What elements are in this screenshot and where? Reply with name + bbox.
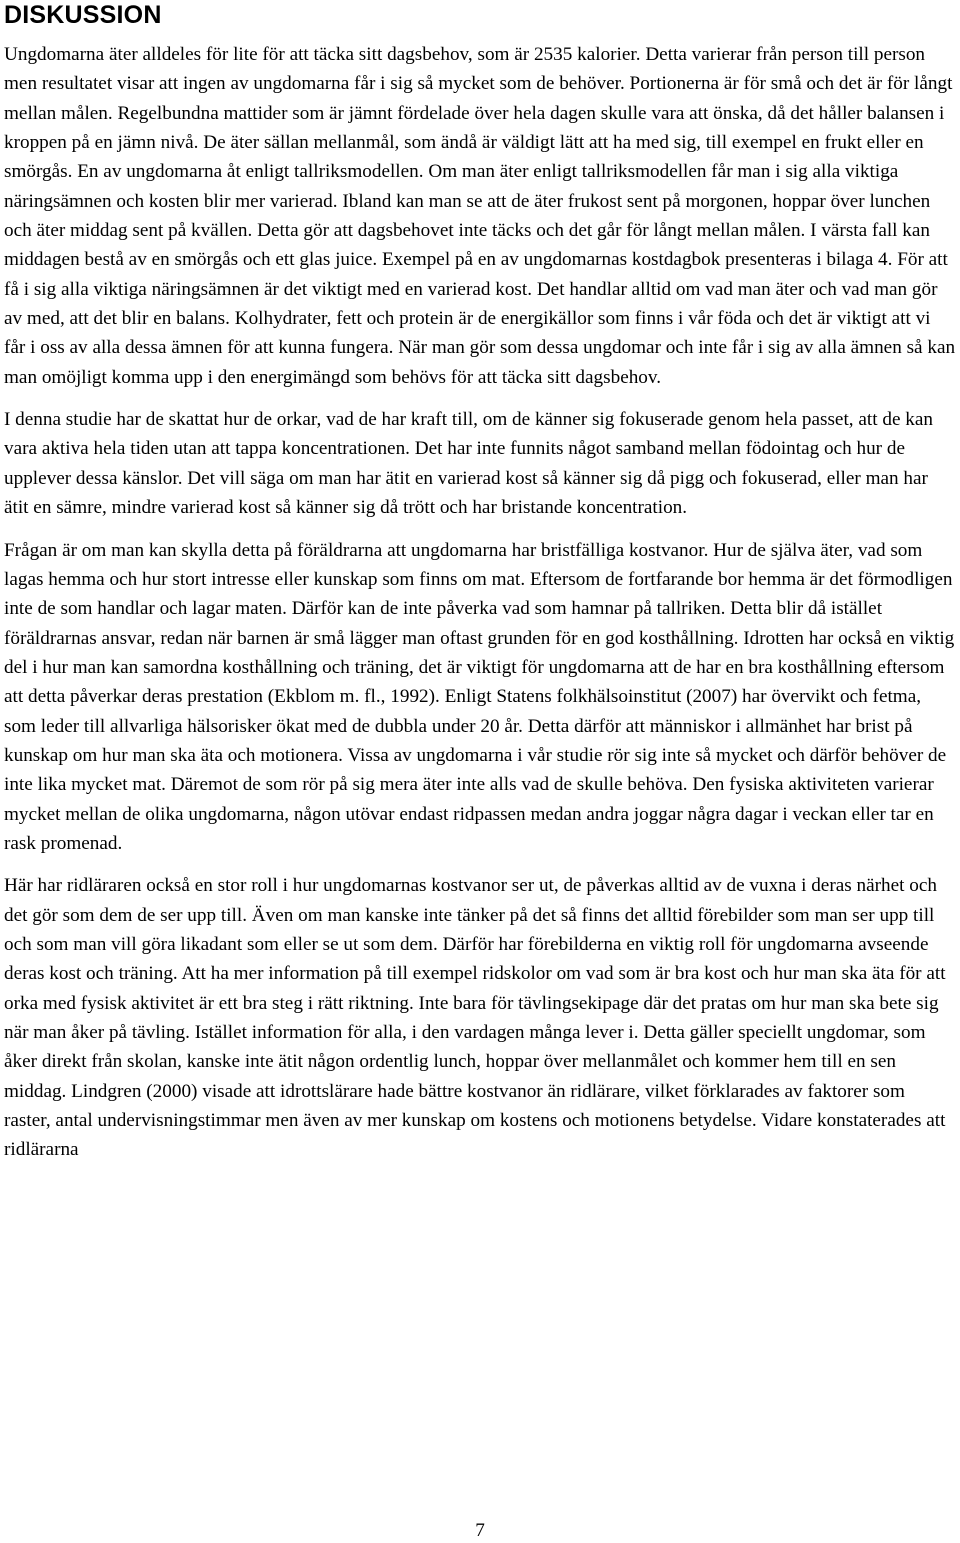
paragraph-parents-responsibility: Frågan är om man kan skylla detta på föräldrarna att ungdomarna har bristfälliga kostvanor. Hur de själva äter, vad som lagas hemma och hur stort intresse eller kunskap som finns om mat. Eftersom de fortfarande bor hemma är det förmodligen inte de som handlar och lagar maten. Därför kan de inte påverka vad som hamnar på tallriken. Detta blir då istället föräldrarnas ansvar, redan när barnen är små lägger man oftast grunden för en god kosthållning. Idrotten har också en viktig del i hur man kan samordna kosthållning och träning, det är viktigt för ungdomarna att de har en bra kosthållning eftersom att detta påverkar deras prestation (Ekblom m. fl., 1992). Enligt Statens folkhälsoinstitut (2007) har övervikt och fetma, som leder till allvarliga hälsorisker ökat med de dubbla under 20 år. Detta därför att människor i allmänhet har brist på kunskap om hur man ska äta och motionera. Vissa av ungdomarna i vår studie rör sig inte så mycket och därför behöver de inte lika mycket mat. Däremot de som rör på sig mera äter inte alls vad de skulle behöva. Den fysiska aktiviteten varierar mycket mellan de olika ungdomarna, någon utövar endast ridpassen medan andra joggar några dagar i veckan eller tar en rask promenad. bbox=[4, 539, 955, 854]
page-number: 7 bbox=[475, 1520, 485, 1541]
paragraph-self-rating: I denna studie har de skattat hur de orkar, vad de har kraft till, om de känner sig fokuserade genom hela passet, att de kan vara aktiva hela tiden utan att tappa koncentrationen. Det har inte funnits något samband mellan födointag och hur de upplever dessa känslor. Det vill säga om man har ätit en varierad kost så känner sig då pigg och fokuserad, eller man har ätit en sämre, mindre varierad kost så känner sig då trött och har bristande koncentration. bbox=[4, 409, 933, 519]
paragraph-diet-intake: Ungdomarna äter alldeles för lite för att täcka sitt dagsbehov, som är 2535 kalorier. Detta varierar från person till person men resultatet visar att ingen av ungdomarna får i sig så mycket som de behöver. Portionerna är för små och det är för långt mellan målen. Regelbundna mattider som är jämnt fördelade över hela dagen skulle vara att önska, då det håller balansen i kroppen på en jämn nivå. De äter sällan mellanmål, som ändå är väldigt lätt att ha med sig, till exempel en frukt eller en smörgås. En av ungdomarna åt enligt tallriksmodellen. Om man äter enligt tallriksmodellen får man i sig alla viktiga näringsämnen och kosten blir mer varierad. Ibland kan man se att de äter frukost sent på morgonen, hoppar över lunchen och äter middag sent på kvällen. Detta gör att dagsbehovet inte täcks och det går för långt mellan målen. I värsta fall kan middagen bestå av en smörgås och ett glas juice. Exempel på en av ungdomarnas kostdagbok presenteras i bilaga 4. För att få i sig alla viktiga näringsämnen är det viktigt med en varierad kost. Det handlar alltid om vad man äter och vad man gör av med, att det blir en balans. Kolhydrater, fett och protein är de energikällor som finns i vår föda och det är viktigt att vi får i oss av alla dessa ämnen för att kunna fungera. När man gör som dessa ungdomar och inte får i sig av alla ämnen så kan man omöjligt komma upp i den energimängd som behövs för att täcka sitt dagsbehov. bbox=[4, 44, 956, 388]
document-page bbox=[4, 0, 956, 1165]
section-heading: DISKUSSION bbox=[4, 1, 162, 29]
paragraph-riding-instructor-role: Här har ridläraren också en stor roll i hur ungdomarnas kostvanor ser ut, de påverkas alltid av de vuxna i deras närhet och det gör som dem de ser upp till. Även om man kanske inte tänker på det så finns det alltid förebilder som man ser upp till och som man vill göra likadant som eller se ut som dem. Därför har förebilderna en viktig roll för ungdomarna avseende deras kost och träning. Att ha mer information på till exempel ridskolor om vad som är bra kost och hur man ska äta för att orka med fysisk aktivitet är ett bra steg i rätt riktning. Inte bara för tävlingsekipage där det pratas om hur man ska bete sig när man åker på tävling. Istället information för alla, i den vardagen många lever i. Detta gäller speciellt ungdomar, som åker direkt från skolan, kanske inte ätit någon ordentlig lunch, hoppar över mellanmålet och kommer hem till en sen middag. Lindgren (2000) visade att idrottslärare hade bättre kostvanor än ridlärare, vilket förklarades av faktorer som raster, antal undervisningstimmar men även av mer kunskap om kostens och motionens betydelse. Vidare konstaterades att ridlärarna bbox=[4, 875, 946, 1161]
